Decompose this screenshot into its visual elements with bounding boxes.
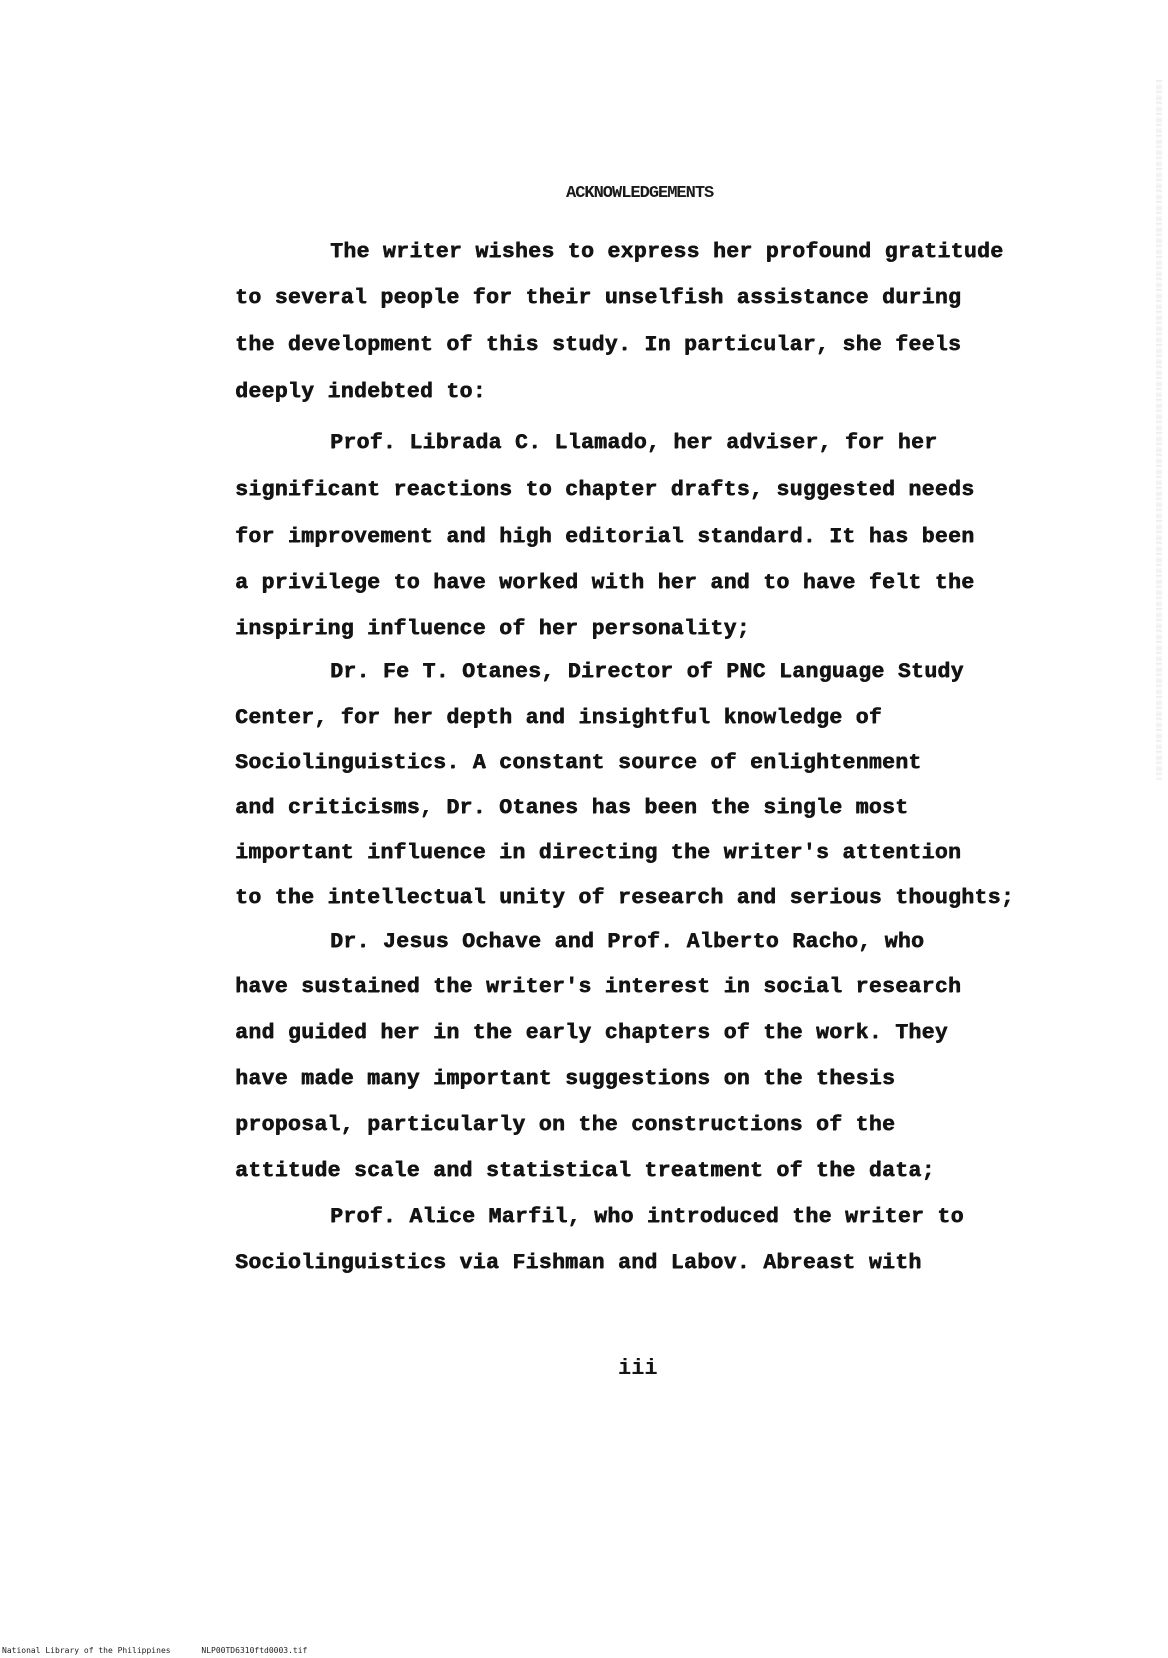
text-line: Sociolinguistics. A constant source of enlightenment (235, 751, 922, 775)
text-line: and criticisms, Dr. Otanes has been the single most (235, 796, 909, 820)
text-line: and guided her in the early chapters of the work. They (235, 1021, 948, 1045)
text-line: Prof. Alice Marfil, who introduced the writer to (330, 1205, 964, 1229)
text-line: significant reactions to chapter drafts, suggested needs (235, 478, 975, 502)
page-heading: ACKNOWLEDGEMENTS (566, 184, 714, 203)
page-number: iii (618, 1356, 658, 1381)
text-line: for improvement and high editorial standard. It has been (235, 525, 975, 549)
text-line: Center, for her depth and insightful knowledge of (235, 706, 882, 730)
text-line: The writer wishes to express her profound gratitude (330, 240, 1004, 264)
scan-edge-artifact (1156, 80, 1162, 780)
text-line: important influence in directing the writer's attention (235, 841, 962, 865)
text-line: Dr. Fe T. Otanes, Director of PNC Language Study (330, 660, 964, 684)
text-line: to the intellectual unity of research and serious thoughts; (235, 886, 1014, 910)
text-line: have sustained the writer's interest in social research (235, 975, 962, 999)
footer-library: National Library of the Philippines (2, 1646, 171, 1655)
text-line: the development of this study. In particular, she feels (235, 333, 962, 357)
text-line: deeply indebted to: (235, 380, 486, 404)
footer-filename: NLP00TD6310ftd0003.tif (201, 1646, 308, 1655)
text-line: inspiring influence of her personality; (235, 617, 750, 641)
text-line: Sociolinguistics via Fishman and Labov. Abreast with (235, 1251, 922, 1275)
text-line: attitude scale and statistical treatment of the data; (235, 1159, 935, 1183)
text-line: Prof. Librada C. Llamado, her adviser, for her (330, 431, 938, 455)
text-line: a privilege to have worked with her and to have felt the (235, 571, 975, 595)
text-line: to several people for their unselfish assistance during (235, 286, 962, 310)
text-line: have made many important suggestions on the thesis (235, 1067, 896, 1091)
text-line: proposal, particularly on the constructions of the (235, 1113, 896, 1137)
text-line: Dr. Jesus Ochave and Prof. Alberto Racho, who (330, 930, 925, 954)
scan-footer (2, 1646, 333, 1655)
